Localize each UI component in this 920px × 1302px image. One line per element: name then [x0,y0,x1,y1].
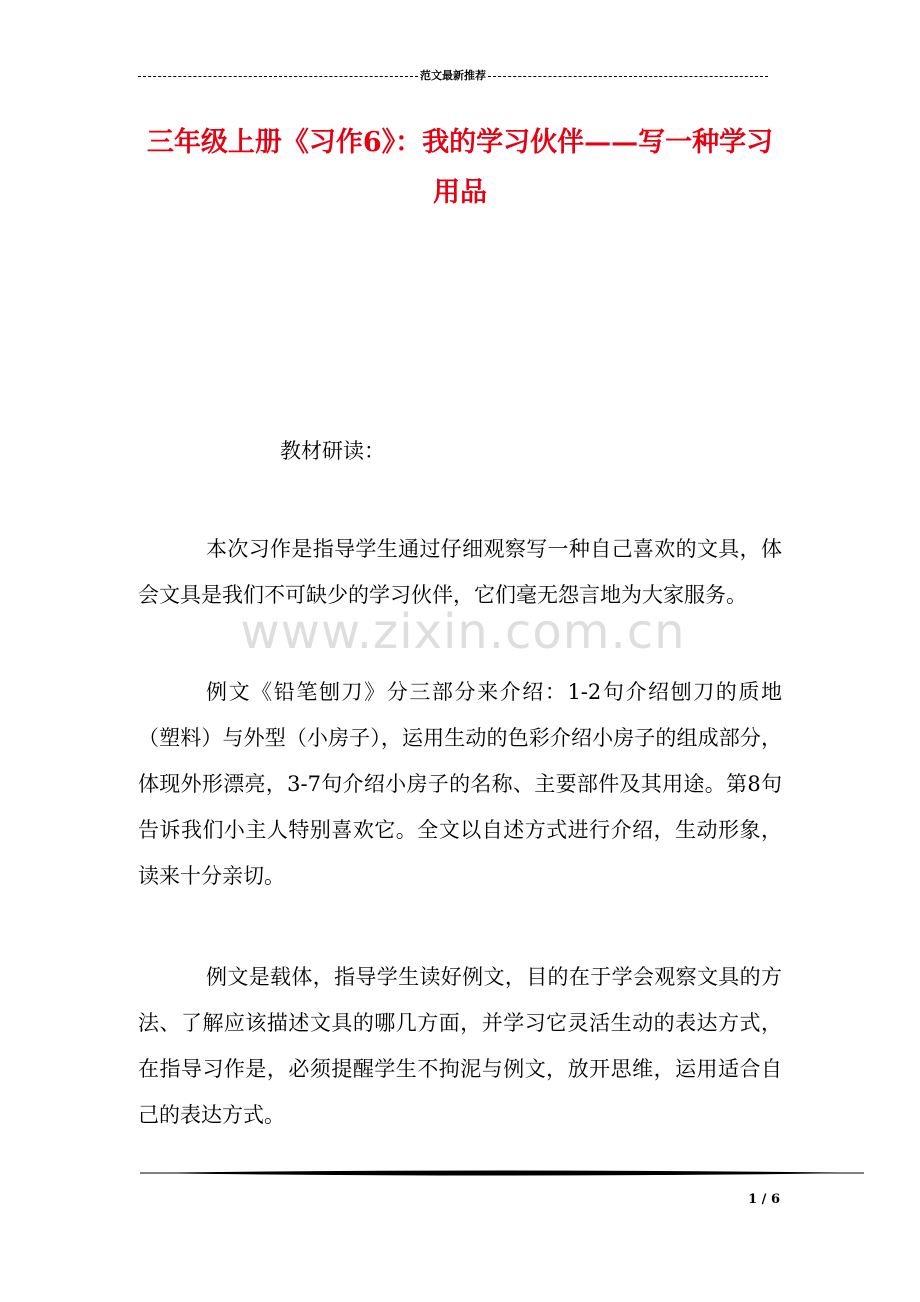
document-title: 三年级上册《习作6》：我的学习伙伴——写一种学习用品 [146,127,774,208]
paragraph: 本次习作是指导学生通过仔细观察写一种自己喜欢的文具，体会文具是我们不可缺少的学习伙伴，它们毫无怨言地为大家服务。 [138,537,782,607]
section-heading: 教材研读： [280,439,385,463]
page-number: 1 / 6 [748,1192,780,1207]
paragraph: 例文是载体，指导学生读好例文，目的在于学会观察文具的方法、了解应该描述文具的哪几方面，并学习它灵活生动的表达方式，在指导习作是，必须提醒学生不拘泥与例文，放开思维，运用适合自己的表达方式。 [138,965,782,1127]
footer-divider [140,1166,864,1180]
watermark: www.zixin.com.cn [240,604,686,660]
page-header [138,66,768,86]
header-label: 范文最新推荐 [420,69,486,82]
paragraph: 例文《铅笔刨刀》分三部分来介绍：1-2句介绍刨刀的质地（塑料）与外型（小房子），运用生动的色彩介绍小房子的组成部分，体现外形漂亮，3-7句介绍小房子的名称、主要部件及其用途。第8句告诉我们小主人特别喜欢它。全文以自述方式进行介绍，生动形象，读来十分亲切。 [138,680,782,888]
header-dashes-right [488,76,768,77]
header-dashes-left [138,76,418,77]
